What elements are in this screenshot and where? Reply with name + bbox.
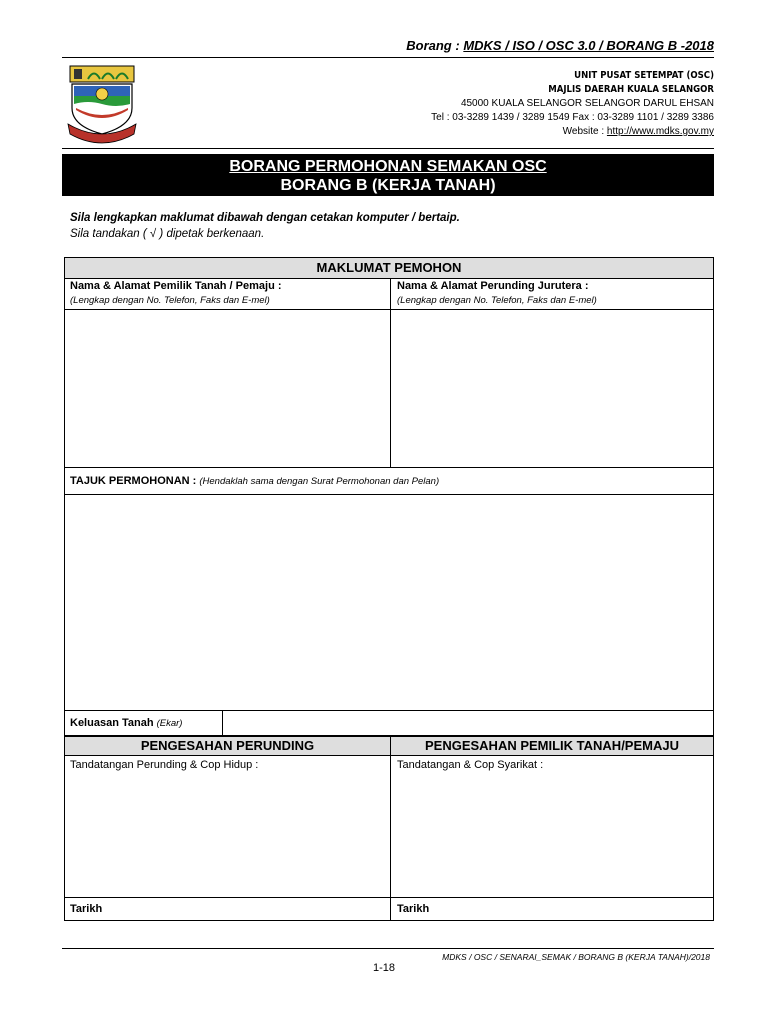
- owner-label: Nama & Alamat Pemilik Tanah / Pemaju :: [70, 280, 282, 292]
- form-code: [406, 38, 714, 53]
- footer-reference: MDKS / OSC / SENARAI_SEMAK / BORANG B (KERJA TANAH)/2018: [442, 952, 710, 962]
- owner-signature-field[interactable]: [391, 775, 713, 896]
- org-unit: UNIT PUSAT SETEMPAT (OSC): [574, 70, 714, 81]
- area-label: Keluasan Tanah: [70, 717, 154, 729]
- org-address: 45000 KUALA SELANGOR SELANGOR DARUL EHSAN: [460, 98, 714, 109]
- divider: [65, 278, 713, 279]
- org-website-line: [431, 125, 714, 139]
- area-line: [70, 717, 182, 729]
- divider: [390, 278, 391, 467]
- subject-label: TAJUK PERMOHONAN :: [70, 475, 197, 487]
- consultant-date-label: Tarikh: [70, 903, 103, 915]
- area-field[interactable]: [223, 711, 713, 735]
- form-title-bar: [62, 154, 714, 196]
- page-number: 1-18: [372, 962, 396, 974]
- consultant-label: Nama & Alamat Perunding Jurutera :: [397, 280, 589, 292]
- endorsement-table: [64, 736, 714, 921]
- subject-note: (Hendaklah sama dengan Surat Permohonan dan Pelan): [199, 476, 440, 487]
- area-unit: (Ekar): [156, 718, 183, 729]
- org-tel-fax: Tel : 03-3289 1439 / 3289 1549 Fax : 03-3289 1101 / 3289 3386: [431, 112, 714, 123]
- mdks-crest-logo: [66, 64, 138, 144]
- header-rule: [62, 57, 714, 58]
- owner-details-field[interactable]: [65, 310, 390, 467]
- divider: [65, 755, 713, 756]
- subject-line: [70, 475, 439, 487]
- subject-field[interactable]: [65, 495, 713, 709]
- consultant-endorsement-title: PENGESAHAN PERUNDING: [140, 738, 315, 753]
- consultant-note: (Lengkap dengan No. Telefon, Faks dan E-mel): [397, 295, 597, 306]
- applicant-section-title: MAKLUMAT PEMOHON: [316, 260, 462, 275]
- consultant-signature-field[interactable]: [65, 775, 390, 896]
- instruction-fill: Sila lengkapkan maklumat dibawah dengan cetakan komputer / bertaip.: [70, 212, 460, 224]
- divider: [65, 467, 713, 468]
- instruction-tick: Sila tandakan ( √ ) dipetak berkenaan.: [70, 228, 265, 240]
- owner-signature-label: Tandatangan & Cop Syarikat :: [397, 759, 544, 771]
- website-link[interactable]: http://www.mdks.gov.my: [606, 126, 714, 137]
- organization-details: [431, 69, 714, 139]
- org-name: MAJLIS DAERAH KUALA SELANGOR: [548, 84, 714, 95]
- website-label: Website :: [562, 126, 607, 137]
- form-subtitle: BORANG B (KERJA TANAH): [280, 177, 496, 194]
- divider: [65, 897, 713, 898]
- owner-endorsement-title: PENGESAHAN PEMILIK TANAH/PEMAJU: [424, 738, 679, 753]
- applicant-info-table: [64, 257, 714, 736]
- form-code-value: MDKS / ISO / OSC 3.0 / BORANG B -2018: [463, 38, 714, 53]
- consultant-signature-label: Tandatangan Perunding & Cop Hidup :: [70, 759, 259, 771]
- consultant-details-field[interactable]: [391, 310, 713, 467]
- form-title: BORANG PERMOHONAN SEMAKAN OSC: [229, 158, 547, 175]
- header-rule-bottom: [62, 148, 714, 149]
- owner-note: (Lengkap dengan No. Telefon, Faks dan E-mel): [70, 295, 270, 306]
- footer-rule: [62, 948, 714, 949]
- form-code-label: Borang :: [406, 38, 460, 53]
- owner-date-label: Tarikh: [397, 903, 430, 915]
